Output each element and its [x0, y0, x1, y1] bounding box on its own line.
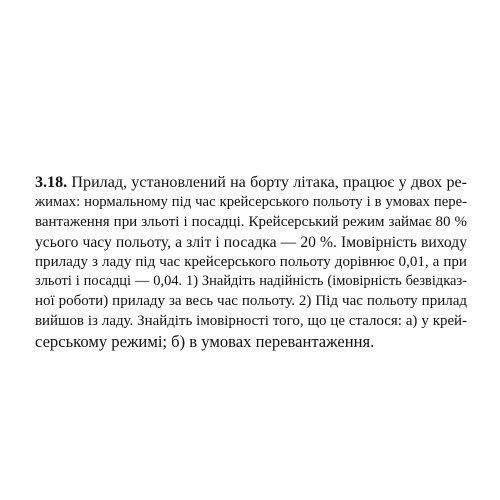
problem-line-1 [35, 173, 467, 193]
problem-line-6: зльоті і посадці — 0,04. 1) Знайдіть надійність (імовірність безвідказ- [35, 273, 467, 290]
problem-line-8: вийшов із ладу. Знайдіть імовірності того, що це сталося: а) у крей- [35, 313, 467, 330]
problem-line-5: приладу з ладу під час крейсерського польоту дорівнює 0,01, а при [35, 253, 467, 270]
problem-line-7: ної роботи) приладу за весь час польоту. 2) Під час польоту прилад [35, 293, 467, 310]
problem-line-3: вантаження при зльоті і посадці. Крейсерський режим займає 80 % [35, 213, 467, 230]
problem-line-4: усього часу польоту, а зліт і посадка — 20 %. Імовірність виходу [35, 233, 467, 251]
problem-line-9: серському режимі; б) в умовах перевантаження. [35, 332, 375, 352]
problem-line-2: жимах: нормальному під час крейсерського польоту і в умовах пере- [35, 193, 467, 210]
problem-text [35, 173, 467, 352]
problem-number: 3.18. [35, 174, 68, 191]
problem-line-1-text: Прилад, установлений на борту літака, працює у двох ре- [71, 174, 468, 191]
